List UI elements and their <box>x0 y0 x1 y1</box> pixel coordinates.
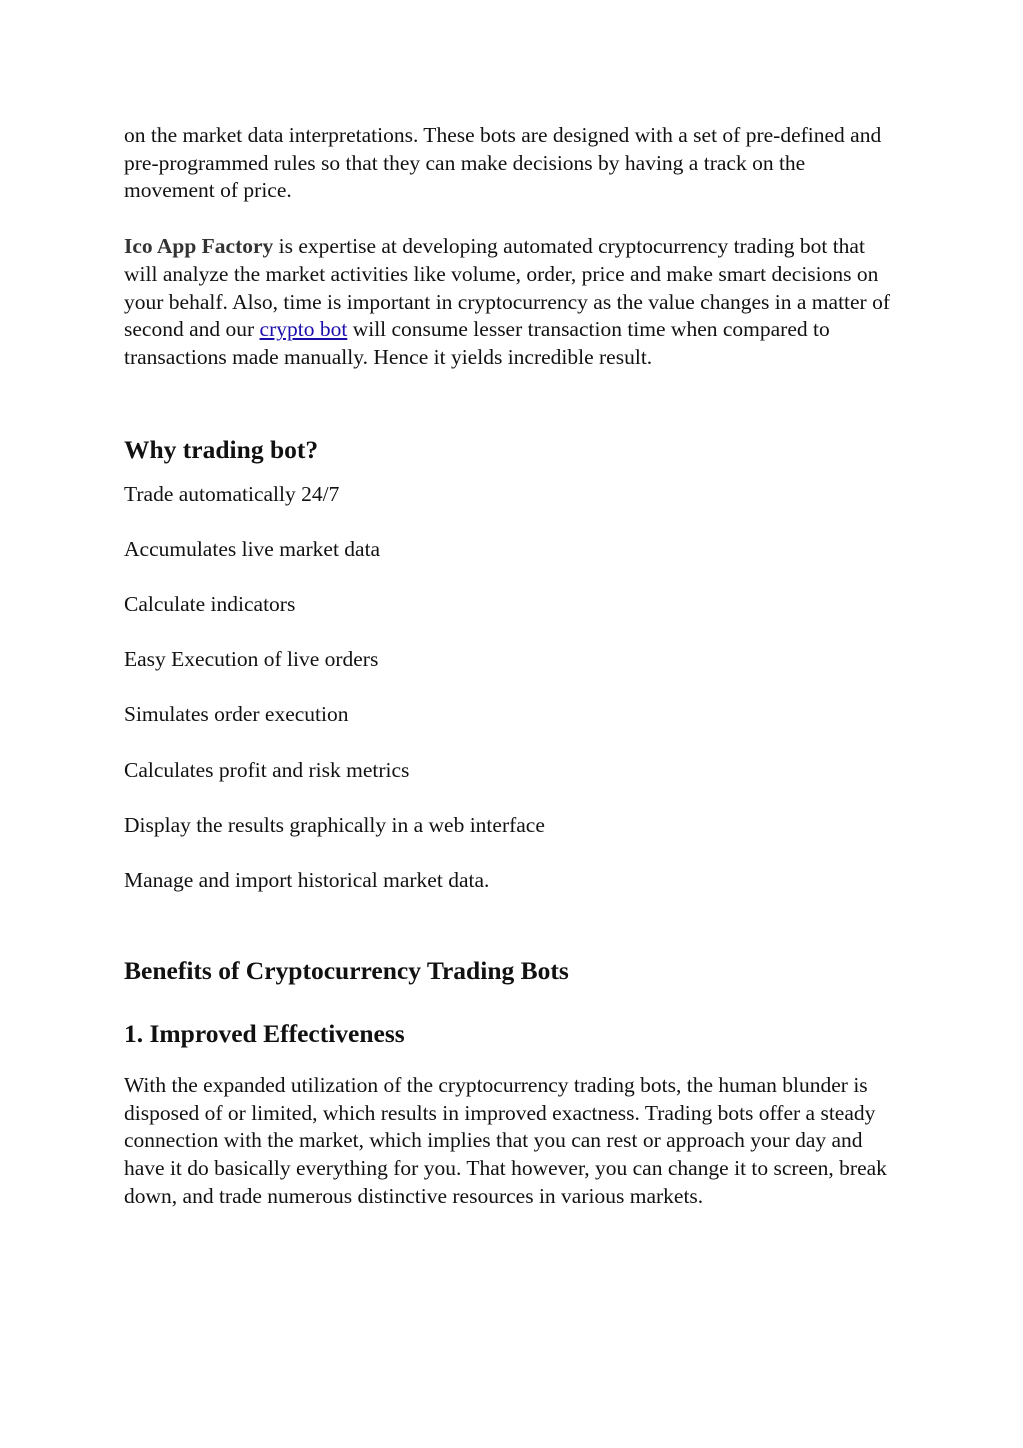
list-item: Trade automatically 24/7 <box>124 481 340 506</box>
list-item: Calculates profit and risk metrics <box>124 757 410 782</box>
list-item: Manage and import historical market data. <box>124 867 490 892</box>
list-item: Display the results graphically in a web interface <box>124 812 545 837</box>
why-list <box>124 480 914 894</box>
intro-continuation-paragraph: on the market data interpretations. These bots are designed with a set of pre-defined and pre-programmed rules so that they can make decisions by having a track on the movement of price. <box>124 123 882 203</box>
company-text-after-link: will consume lesser transaction time when compared to transactions made manually. Hence it yields incredible result. <box>124 317 830 369</box>
improved-effectiveness-heading: 1. Improved Effectiveness <box>124 1018 405 1048</box>
list-item: Accumulates live market data <box>124 536 381 561</box>
list-item: Simulates order execution <box>124 702 349 727</box>
document-page <box>124 122 914 1210</box>
crypto-bot-link[interactable]: crypto bot <box>259 317 348 342</box>
list-item: Easy Execution of live orders <box>124 647 379 672</box>
company-paragraph <box>124 233 899 372</box>
improved-effectiveness-paragraph: With the expanded utilization of the cryptocurrency trading bots, the human blunder is disposed of or limited, which results in improved exactness. Trading bots offer a steady connection with the market, which implies that you can rest or approach your day and have it do basically everything for you. That however, you can change it to screen, break down, and trade numerous distinctive resources in various markets. <box>124 1072 887 1208</box>
benefits-heading: Benefits of Cryptocurrency Trading Bots <box>124 955 569 985</box>
why-trading-bot-heading: Why trading bot? <box>124 434 319 464</box>
company-name: Ico App Factory <box>124 234 274 259</box>
company-text-before-link: is expertise at developing automated cryptocurrency trading bot that will analyze the market activities like volume, order, price and make smart decisions on your behalf. Also, time is important in cryptocurrency as the value changes in a matter of second and our <box>124 234 891 342</box>
list-item: Calculate indicators <box>124 592 296 616</box>
